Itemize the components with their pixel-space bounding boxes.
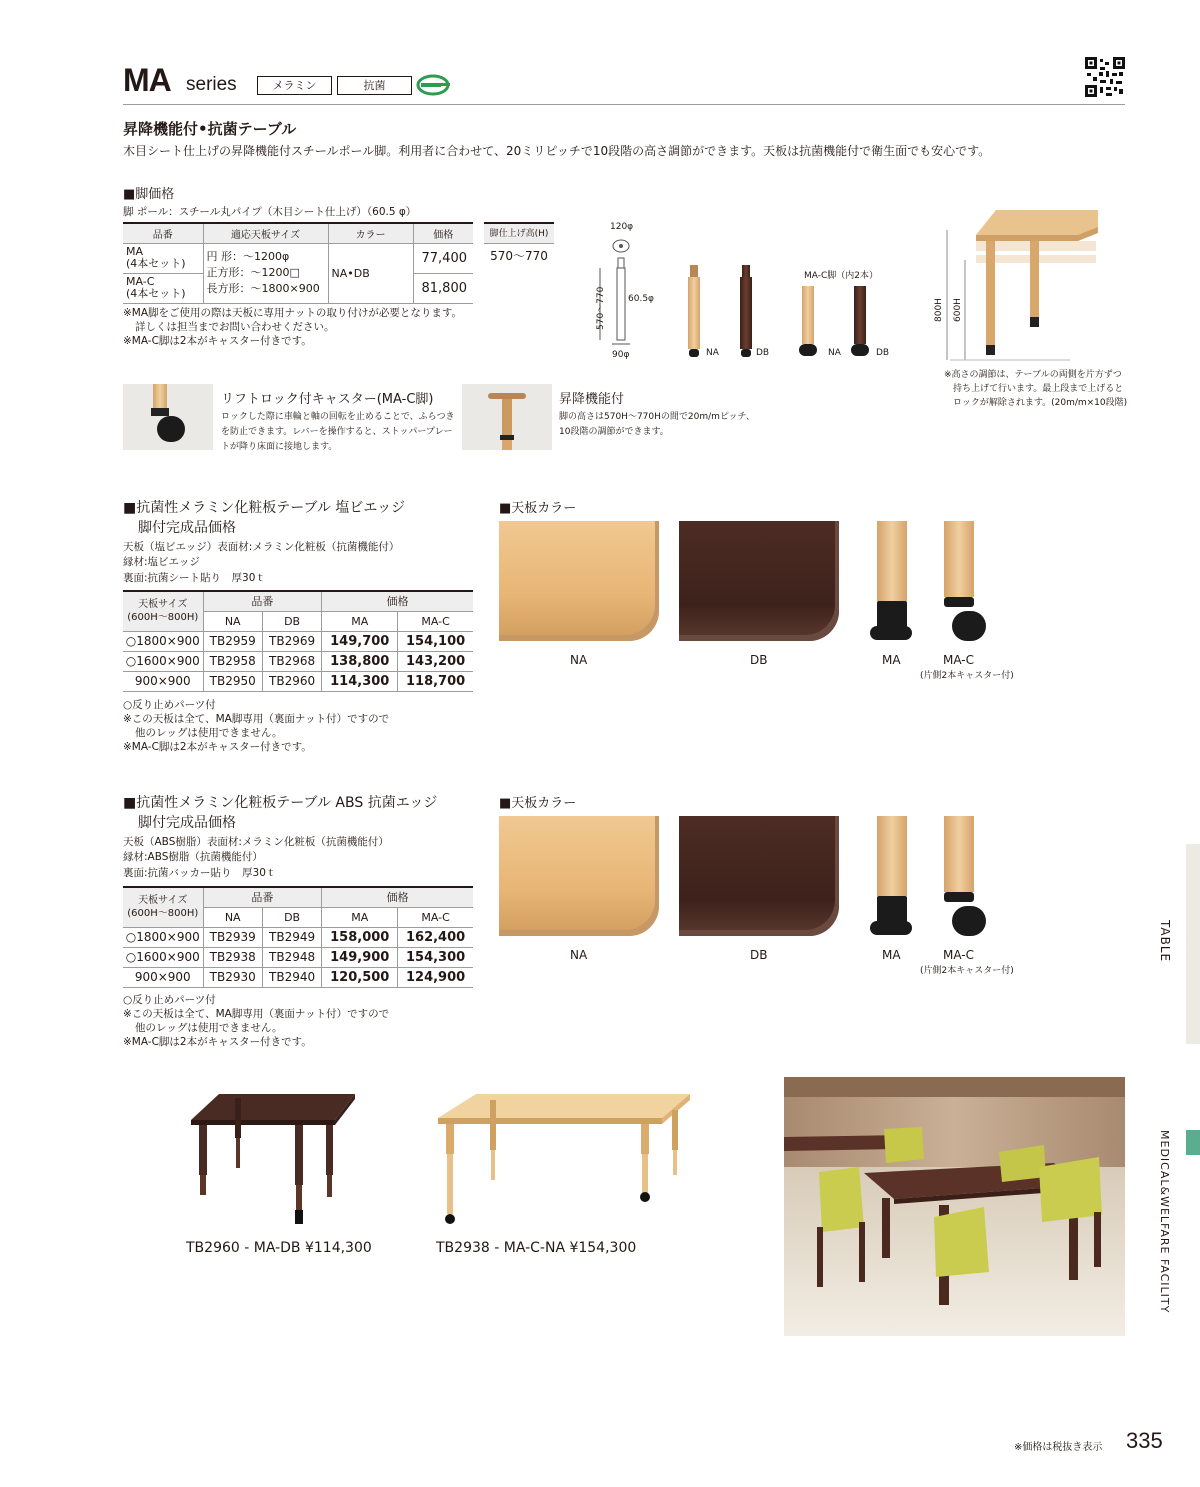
section2-heading2: 脚付完成品価格	[138, 815, 236, 831]
size-square: 正方形：～1200□	[206, 266, 300, 279]
cell-code-db: TB2969	[262, 631, 321, 651]
cell-code-na: TB2958	[203, 651, 262, 671]
caster-wheel-icon	[952, 906, 986, 936]
dim-bottom: 90φ	[612, 350, 630, 360]
leg-ma-photo	[877, 521, 907, 601]
leg-code-sub: (4本セット)	[126, 257, 186, 270]
product-tb2960-image	[185, 1090, 365, 1230]
height-box	[484, 222, 554, 264]
swatch-db	[679, 521, 839, 641]
feature-lift-text-2: 10段階の調節ができます。	[559, 427, 669, 437]
leg-ma-label: MA	[882, 948, 901, 962]
cell-price-ma: 149,900	[322, 947, 398, 967]
caster-icon	[851, 344, 869, 356]
leg-code: MA	[126, 245, 144, 258]
cell-code-na: TB2939	[203, 927, 262, 947]
leg-mac-sublabel: (片側2本キャスター付)	[920, 671, 1014, 681]
swatch-na	[499, 521, 659, 641]
pole-foot	[741, 349, 751, 357]
leg-sub: 脚 ポール：スチール丸パイプ（木目シート仕上げ）（60.5 φ）	[123, 206, 417, 218]
pole-mac-db-label: DB	[876, 348, 890, 358]
lift-photo	[462, 384, 552, 450]
swatch-na	[499, 816, 659, 936]
height-note-1: ※高さの調節は、テーブルの両側を片方ずつ	[944, 370, 1122, 380]
caster-photo	[123, 384, 213, 450]
header-rule	[123, 104, 1125, 105]
product-tb2938-image	[436, 1090, 696, 1235]
th-code: 品番	[123, 223, 203, 243]
th-mac: MA-C	[398, 907, 473, 927]
swatch-db-label: DB	[750, 948, 768, 962]
th-color: カラー	[328, 223, 413, 243]
section2-note-2: ※この天板は全て、MA脚専用（裏面ナット付）ですので	[123, 1008, 390, 1020]
leg-mac-label: MA-C	[943, 653, 975, 667]
leg-ma-label: MA	[882, 653, 901, 667]
leg-note-1: ※MA脚をご使用の際は天板に専用ナットの取り付けが必要となります。	[123, 307, 462, 319]
pole-foot	[689, 349, 699, 357]
series-code: MA	[123, 62, 171, 98]
dim-side: 570～770	[596, 286, 606, 330]
th-db: DB	[262, 611, 321, 631]
page-number: 335	[1126, 1428, 1163, 1453]
cell-price-ma: 138,800	[322, 651, 398, 671]
pole-db	[740, 277, 752, 349]
cell-price-mac: 154,100	[398, 631, 473, 651]
th-code: 品番	[203, 887, 322, 907]
caster-icon	[799, 344, 817, 356]
footer-note: ※価格は税抜き表示	[1014, 1442, 1103, 1453]
h600-label: 600H	[953, 298, 963, 322]
qr-code-icon[interactable]	[1085, 57, 1125, 97]
section2-spec-1: 天板（ABS樹脂）表面材:メラミン化粧板（抗菌機能付）	[123, 836, 389, 848]
cell-size: ○1800×900	[123, 927, 203, 947]
sidebar-tab-bg	[1186, 844, 1200, 1044]
feature-lift-title: 昇降機能付	[559, 392, 625, 407]
pole-mac-na-label: NA	[828, 348, 841, 358]
height-note-2: 持ち上げて行います。最上段まで上げると	[953, 384, 1124, 394]
interior-photo	[784, 1077, 1125, 1336]
leg-mac-label: MA-C	[943, 948, 975, 962]
height-adjust-diagram	[930, 205, 1110, 365]
leg-ma-base	[870, 921, 912, 935]
series-word: series	[186, 74, 237, 95]
th-na: NA	[203, 611, 262, 631]
section1-price-table	[123, 590, 473, 692]
cell-code-na: TB2938	[203, 947, 262, 967]
sidebar-table-label[interactable]: TABLE	[1158, 920, 1172, 963]
height-note-3: ロックが解除されます。(20m/m×10段階)	[953, 398, 1128, 408]
leg-note-2: 詳しくは担当までお問い合わせください。	[135, 321, 335, 333]
cell-price-mac: 124,900	[398, 967, 473, 987]
table-row	[123, 631, 473, 651]
th-ma: MA	[322, 611, 398, 631]
leg-ma-photo	[877, 816, 907, 896]
feature-caster-text-2: を防止できます。レバーを操作すると、ストッパープレー	[221, 427, 453, 437]
feature-caster-text-1: ロックした際に車輪と軸の回転を止めることで、ふらつき	[221, 412, 455, 422]
pole-db-top	[742, 265, 750, 277]
leg-note-3: ※MA-C脚は2本がキャスター付きです。	[123, 335, 312, 347]
th-size: 適応天板サイズ	[203, 223, 328, 243]
th-db: DB	[262, 907, 321, 927]
feature-caster-title: リフトロック付キャスター(MA-C脚)	[221, 392, 434, 407]
section1-note-4: ※MA-C脚は2本がキャスター付きです。	[123, 741, 312, 753]
section2-color-heading: ■天板カラー	[499, 796, 577, 811]
intro-text: 木目シート仕上げの昇降機能付スチールポール脚。利用者に合わせて、20ミリピッチで10段階の高さ調節ができます。天板は抗菌機能付で衛生面でも安心です。	[123, 144, 991, 158]
table-row	[123, 967, 473, 987]
cell-price-ma: 158,000	[322, 927, 398, 947]
cell-size: 900×900	[123, 967, 203, 987]
caster-wheel-icon	[952, 611, 986, 641]
section1-spec-1: 天板（塩ビエッジ）表面材:メラミン化粧板（抗菌機能付）	[123, 541, 400, 553]
th-price: 価格	[413, 223, 473, 243]
pole-na-label: NA	[706, 348, 719, 358]
cell-code-db: TB2949	[262, 927, 321, 947]
dim-mid: 60.5φ	[628, 294, 654, 304]
cell-size: ○1600×900	[123, 651, 203, 671]
cell-size: 900×900	[123, 671, 203, 691]
cell-code-na: TB2930	[203, 967, 262, 987]
section2-note-3: 他のレッグは使用できません。	[135, 1022, 283, 1034]
swatch-db	[679, 816, 839, 936]
th-code: 品番	[203, 591, 322, 611]
size-rect: 長方形：～1800×900	[206, 282, 320, 295]
leg-heading: ■脚価格	[123, 187, 175, 202]
product-tb2938-caption: TB2938 - MA-C-NA ¥154,300	[436, 1240, 637, 1256]
leg-mac-collar	[944, 892, 974, 902]
leg-ma-foot	[877, 896, 907, 924]
tag-antibacterial: 抗菌	[337, 76, 412, 95]
section2-note-4: ※MA-C脚は2本がキャスター付きです。	[123, 1036, 312, 1048]
h800-label: 800H	[934, 298, 944, 322]
leg-color: NA•DB	[328, 243, 413, 303]
leg-price: 77,400	[413, 243, 473, 273]
green-mark-icon	[416, 74, 452, 96]
th-ma: MA	[322, 907, 398, 927]
table-row	[123, 651, 473, 671]
cell-price-mac: 118,700	[398, 671, 473, 691]
section1-note-2: ※この天板は全て、MA脚専用（裏面ナット付）ですので	[123, 713, 390, 725]
leg-ma-base	[870, 626, 912, 640]
height-header: 脚仕上げ高(H)	[484, 224, 554, 244]
feature-lift-text-1: 脚の高さは570H～770Hの間で20m/mピッチ、	[559, 412, 755, 422]
cell-price-mac: 154,300	[398, 947, 473, 967]
leg-mac-collar	[944, 597, 974, 607]
cell-price-mac: 162,400	[398, 927, 473, 947]
table-row	[123, 671, 473, 691]
product-tb2960-caption: TB2960 - MA-DB ¥114,300	[186, 1240, 372, 1256]
sidebar-active-tab[interactable]	[1186, 1130, 1200, 1155]
cell-price-ma: 149,700	[322, 631, 398, 651]
cell-size: ○1800×900	[123, 631, 203, 651]
cell-price-mac: 143,200	[398, 651, 473, 671]
section1-note-1: ○反り止めパーツ付	[123, 699, 216, 711]
swatch-na-label: NA	[570, 653, 588, 667]
section1-spec-3: 裏面:抗菌シート貼り 厚30ｔ	[123, 572, 266, 584]
swatch-db-label: DB	[750, 653, 768, 667]
cell-code-na: TB2950	[203, 671, 262, 691]
leg-mac-sublabel: (片側2本キャスター付)	[920, 966, 1014, 976]
section1-heading: ■抗菌性メラミン化粧板テーブル 塩ビエッジ	[123, 500, 406, 516]
pole-mac-db	[854, 286, 866, 344]
section1-heading2: 脚付完成品価格	[138, 520, 236, 536]
section2-spec-2: 縁材:ABS樹脂（抗菌機能付）	[123, 851, 263, 863]
pole-na	[688, 277, 700, 349]
cell-code-db: TB2940	[262, 967, 321, 987]
pole-na-top	[690, 265, 698, 277]
leg-mac-photo	[944, 521, 974, 597]
th-size: 天板サイズ	[138, 599, 188, 611]
pole-mac-na	[802, 286, 814, 344]
cell-code-db: TB2948	[262, 947, 321, 967]
cell-price-ma: 114,300	[322, 671, 398, 691]
cell-code-na: TB2959	[203, 631, 262, 651]
height-value: 570～770	[490, 249, 548, 263]
th-price: 価格	[322, 591, 473, 611]
th-mac: MA-C	[398, 611, 473, 631]
cell-price-ma: 120,500	[322, 967, 398, 987]
th-price: 価格	[322, 887, 473, 907]
th-size-sub: (600H～800H)	[127, 612, 199, 624]
section1-color-heading: ■天板カラー	[499, 501, 577, 516]
pole-db-label: DB	[756, 348, 770, 358]
size-round: 円 形：～1200φ	[206, 250, 290, 263]
page-title: 昇降機能付•抗菌テーブル	[123, 120, 297, 138]
leg-mac-photo	[944, 816, 974, 892]
mac-label: MA-C脚（内2本）	[804, 271, 878, 281]
leg-code-sub: (4本セット)	[126, 287, 186, 300]
table-row	[123, 927, 473, 947]
swatch-na-label: NA	[570, 948, 588, 962]
leg-code: MA-C	[126, 275, 155, 288]
section2-spec-3: 裏面:抗菌バッカー貼り 厚30ｔ	[123, 867, 277, 879]
th-size: 天板サイズ	[138, 895, 188, 907]
leg-price-table	[123, 222, 473, 304]
leg-ma-foot	[877, 601, 907, 629]
dim-top: 120φ	[610, 222, 634, 232]
cell-size: ○1600×900	[123, 947, 203, 967]
leg-price: 81,800	[413, 273, 473, 303]
section1-spec-2: 縁材:塩ビエッジ	[123, 556, 200, 568]
th-size-sub: (600H～800H)	[127, 908, 199, 920]
tag-melamine: メラミン	[257, 76, 332, 95]
feature-caster-text-3: トが降り床面に接地します。	[221, 442, 338, 452]
sidebar-facility-label[interactable]: MEDICAL&WELFARE FACILITY	[1158, 1130, 1171, 1314]
table-row	[123, 947, 473, 967]
cell-code-db: TB2960	[262, 671, 321, 691]
section2-heading: ■抗菌性メラミン化粧板テーブル ABS 抗菌エッジ	[123, 795, 438, 811]
section2-note-1: ○反り止めパーツ付	[123, 994, 216, 1006]
section2-price-table	[123, 886, 473, 988]
section1-note-3: 他のレッグは使用できません。	[135, 727, 283, 739]
th-na: NA	[203, 907, 262, 927]
cell-code-db: TB2968	[262, 651, 321, 671]
